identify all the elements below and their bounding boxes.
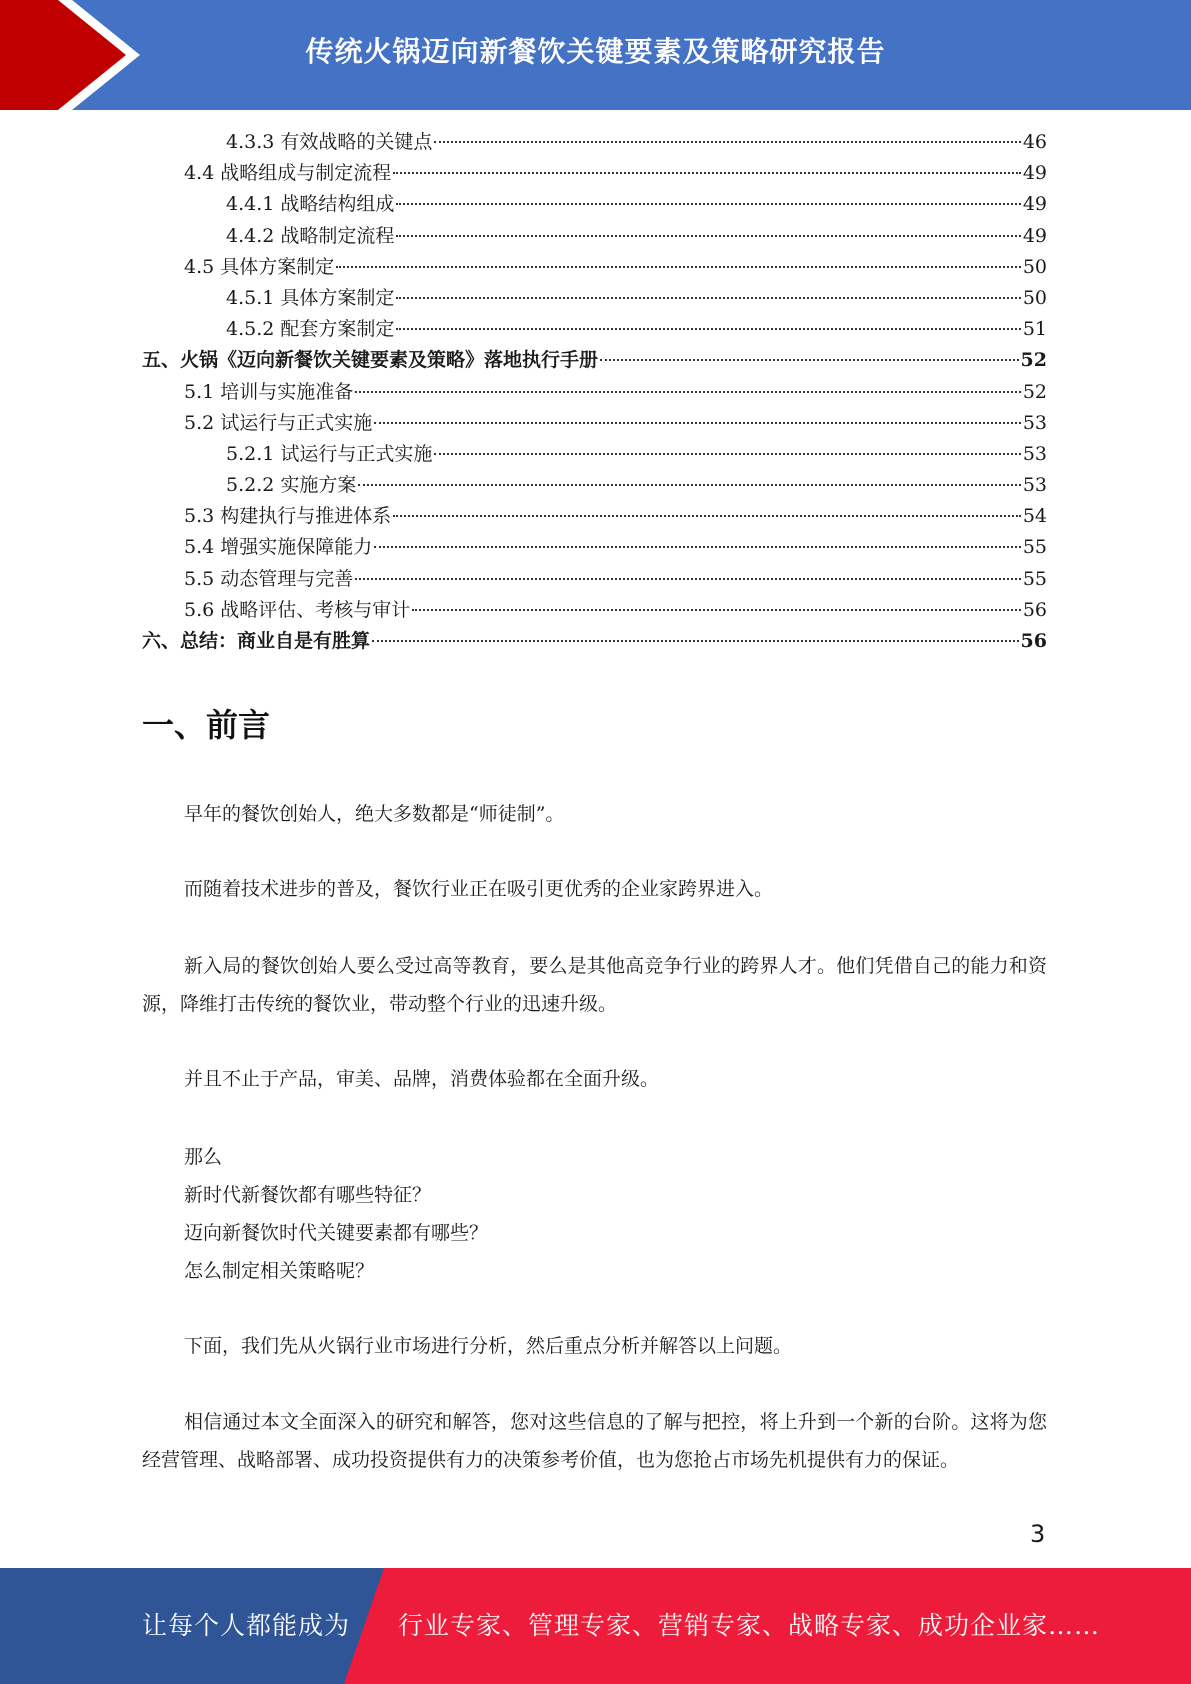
toc-entry-page: 49 <box>1022 193 1047 216</box>
page-header <box>0 0 1191 110</box>
toc-entry[interactable] <box>142 127 1047 158</box>
section-heading: 一、前言 <box>142 706 271 744</box>
paragraph: 早年的餐饮创始人，绝大多数都是“师徒制”。 <box>184 803 565 825</box>
toc-entry-label: 4.4 战略组成与制定流程 <box>184 162 392 185</box>
toc-entry-label: 4.4.1 战略结构组成 <box>226 193 395 216</box>
toc-entry-page: 54 <box>1022 505 1047 528</box>
toc-dot-leader <box>372 640 1019 642</box>
paragraph: 相信通过本文全面深入的研究和解答，您对这些信息的了解与把控，将上升到一个新的台阶。这将为您经营管理、战略部署、成功投资提供有力的决策参考价值，也为您抢占市场先机提供有力的保证。 <box>142 1411 1047 1471</box>
question-line: 新时代新餐饮都有哪些特征？ <box>184 1184 432 1206</box>
paragraph: 并且不止于产品，审美、品牌，消费体验都在全面升级。 <box>184 1068 660 1090</box>
toc-entry-page: 56 <box>1020 630 1047 652</box>
toc-entry-label: 4.3.3 有效战略的关键点 <box>226 131 433 153</box>
toc-entry-label: 4.5 具体方案制定 <box>184 255 335 278</box>
toc-entry-label: 5.5 动态管理与完善 <box>184 567 354 590</box>
toc-dot-leader <box>374 422 1021 424</box>
toc-entry-label: 5.6 战略评估、考核与审计 <box>184 598 411 621</box>
toc-entry-page: 50 <box>1022 286 1047 309</box>
toc-entry-label: 5.2.2 实施方案 <box>226 474 357 497</box>
toc-entry-page: 55 <box>1022 567 1047 590</box>
toc-entry[interactable] <box>142 158 1047 189</box>
toc-entry[interactable] <box>142 470 1047 501</box>
question-line: 怎么制定相关策略呢？ <box>184 1260 375 1282</box>
toc-entry-label: 5.2 试运行与正式实施 <box>184 411 373 434</box>
toc-entry[interactable] <box>142 595 1047 626</box>
toc-entry-page: 46 <box>1022 131 1047 153</box>
toc-dot-leader <box>358 484 1020 486</box>
toc-dot-leader <box>396 235 1020 237</box>
toc-dot-leader <box>412 609 1021 611</box>
toc-dot-leader <box>374 546 1021 548</box>
toc-entry[interactable] <box>142 345 1047 376</box>
toc-entry-label: 4.5.1 具体方案制定 <box>226 286 395 309</box>
toc-entry[interactable] <box>142 189 1047 220</box>
footer-slogan-right: 行业专家、管理专家、营销专家、战略专家、成功企业家…… <box>398 1611 1101 1640</box>
toc-entry-label: 五、火锅《迈向新餐饮关键要素及策略》落地执行手册 <box>142 349 599 372</box>
footer-slogan-left: 让每个人都能成为 <box>142 1611 351 1640</box>
paragraph: 新入局的餐饮创始人要么受过高等教育，要么是其他高竞争行业的跨界人才。他们凭借自己的能力和资源，降维打击传统的餐饮业，带动整个行业的迅速升级。 <box>142 955 1047 1015</box>
toc-entry[interactable] <box>142 532 1047 563</box>
toc-entry[interactable] <box>142 252 1047 283</box>
paragraph: 而随着技术进步的普及，餐饮行业正在吸引更优秀的企业家跨界进入。 <box>184 878 774 900</box>
toc-dot-leader <box>355 391 1021 393</box>
toc-dot-leader <box>396 203 1020 205</box>
document-title: 传统火锅迈向新餐饮关键要素及策略研究报告 <box>305 35 886 68</box>
toc-entry-page: 50 <box>1022 255 1047 278</box>
toc-entry-label: 5.2.1 试运行与正式实施 <box>226 442 433 465</box>
toc-entry-label: 4.4.2 战略制定流程 <box>226 224 395 247</box>
toc-entry-page: 53 <box>1022 442 1047 465</box>
toc-entry-page: 51 <box>1022 318 1047 341</box>
toc-dot-leader <box>336 266 1021 268</box>
toc-dot-leader <box>600 359 1019 361</box>
toc-dot-leader <box>434 141 1020 143</box>
toc-entry-label: 5.1 培训与实施准备 <box>184 380 354 403</box>
toc-entry-label: 5.3 构建执行与推进体系 <box>184 505 392 528</box>
page-footer <box>0 1568 1191 1684</box>
toc-dot-leader <box>355 578 1021 580</box>
toc-entry[interactable] <box>142 564 1047 595</box>
toc-entry-label: 4.5.2 配套方案制定 <box>226 318 395 341</box>
question-line: 迈向新餐饮时代关键要素都有哪些？ <box>184 1222 489 1244</box>
toc-entry-label: 5.4 增强实施保障能力 <box>184 536 373 559</box>
toc-entry[interactable] <box>142 314 1047 345</box>
toc-entry-page: 55 <box>1022 536 1047 559</box>
toc-dot-leader <box>393 172 1021 174</box>
toc-dot-leader <box>396 297 1020 299</box>
toc-entry[interactable] <box>142 439 1047 470</box>
toc-dot-leader <box>396 328 1020 330</box>
toc-entry-page: 52 <box>1022 380 1047 403</box>
toc-dot-leader <box>434 453 1020 455</box>
table-of-contents <box>142 127 1047 657</box>
toc-entry[interactable] <box>142 408 1047 439</box>
toc-entry-page: 53 <box>1022 474 1047 497</box>
toc-entry[interactable] <box>142 283 1047 314</box>
toc-entry[interactable] <box>142 501 1047 532</box>
toc-entry-page: 52 <box>1020 349 1047 372</box>
toc-entry-label: 六、总结：商业自是有胜算 <box>142 630 371 652</box>
toc-entry-page: 56 <box>1022 598 1047 621</box>
paragraph: 下面，我们先从火锅行业市场进行分析，然后重点分析并解答以上问题。 <box>184 1335 793 1357</box>
toc-entry-page: 49 <box>1022 224 1047 247</box>
question-line: 那么 <box>184 1146 223 1168</box>
toc-entry-page: 53 <box>1022 411 1047 434</box>
toc-entry[interactable] <box>142 626 1047 657</box>
toc-entry-page: 49 <box>1022 162 1047 185</box>
page-number: 3 <box>1030 1520 1046 1548</box>
toc-entry[interactable] <box>142 221 1047 252</box>
toc-dot-leader <box>393 515 1021 517</box>
toc-entry[interactable] <box>142 377 1047 408</box>
